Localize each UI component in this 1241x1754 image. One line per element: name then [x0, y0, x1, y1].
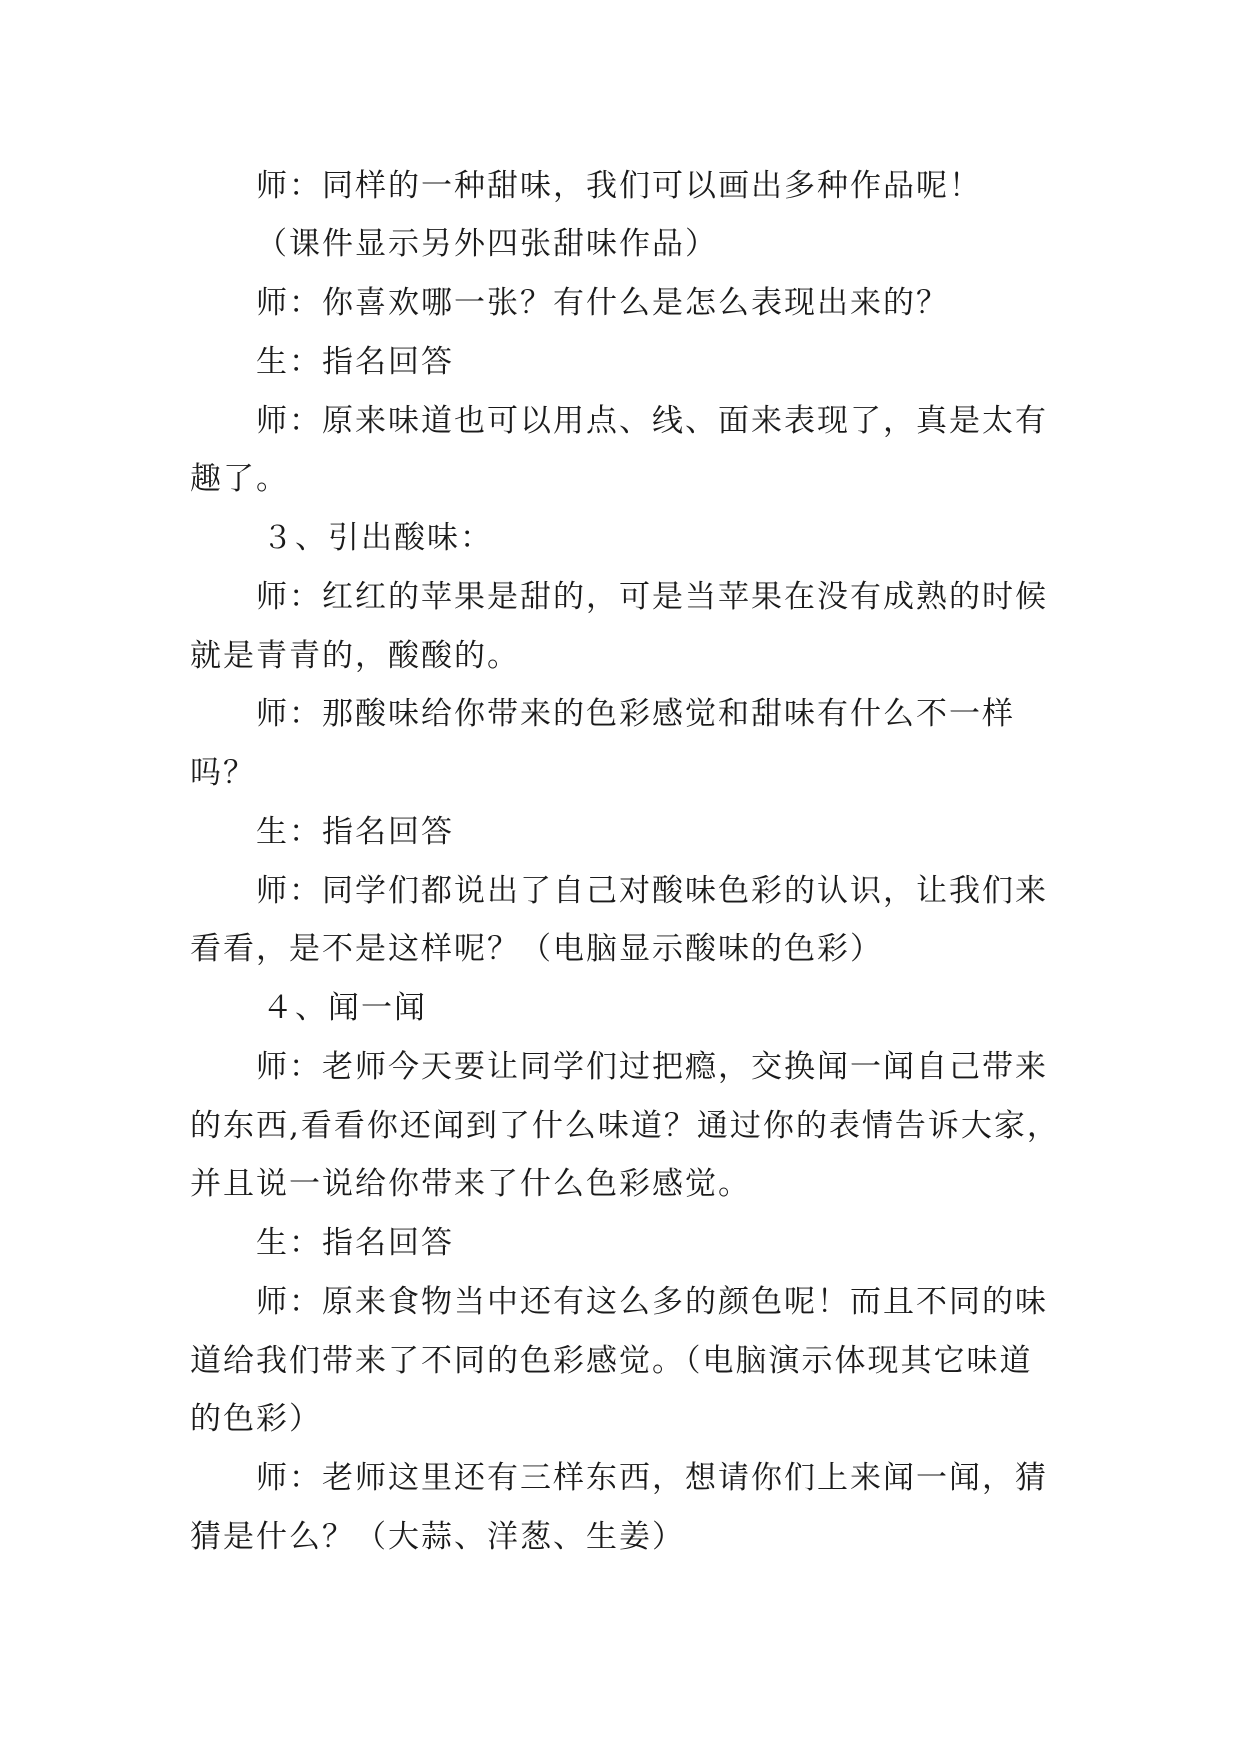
paragraph-line: 师：那酸味给你带来的色彩感觉和甜味有什么不一样 [256, 696, 1015, 732]
paragraph-line: 师：同学们都说出了自己对酸味色彩的认识，让我们来 [256, 873, 1048, 909]
paragraph-line: 师：老师这里还有三样东西，想请你们上来闻一闻，猜 [256, 1460, 1048, 1496]
paragraph-line: 生：指名回答 [256, 344, 454, 380]
paragraph-line: 师：原来食物当中还有这么多的颜色呢！而且不同的味 [256, 1284, 1048, 1320]
paragraph-line: 生：指名回答 [256, 814, 454, 850]
paragraph-line: 师：你喜欢哪一张？有什么是怎么表现出来的？ [256, 285, 949, 321]
paragraph-line: 的东西,看看你还闻到了什么味道？通过你的表情告诉大家， [190, 1108, 1060, 1144]
section-heading: ４、闻一闻 [262, 990, 427, 1026]
paragraph-line: （课件显示另外四张甜味作品） [256, 226, 718, 262]
paragraph-line: 的色彩） [190, 1401, 322, 1437]
paragraph-line: 师：同样的一种甜味，我们可以画出多种作品呢！ [256, 168, 982, 204]
paragraph-line: 师：老师今天要让同学们过把瘾，交换闻一闻自己带来 [256, 1049, 1048, 1085]
paragraph-line: 吗？ [190, 755, 256, 791]
section-heading: ３、引出酸味： [262, 520, 493, 556]
paragraph-line: 师：红红的苹果是甜的，可是当苹果在没有成熟的时候 [256, 579, 1048, 615]
paragraph-line: 并且说一说给你带来了什么色彩感觉。 [190, 1166, 751, 1202]
paragraph-line: 道给我们带来了不同的色彩感觉。（电脑演示体现其它味道 [190, 1343, 1033, 1379]
paragraph-line: 就是青青的，酸酸的。 [190, 638, 520, 674]
paragraph-line: 趣了。 [190, 461, 289, 497]
paragraph-line: 看看，是不是这样呢？（电脑显示酸味的色彩） [190, 931, 883, 967]
paragraph-line: 猜是什么？（大蒜、洋葱、生姜） [190, 1519, 685, 1555]
paragraph-line: 师：原来味道也可以用点、线、面来表现了，真是太有 [256, 403, 1048, 439]
paragraph-line: 生：指名回答 [256, 1225, 454, 1261]
